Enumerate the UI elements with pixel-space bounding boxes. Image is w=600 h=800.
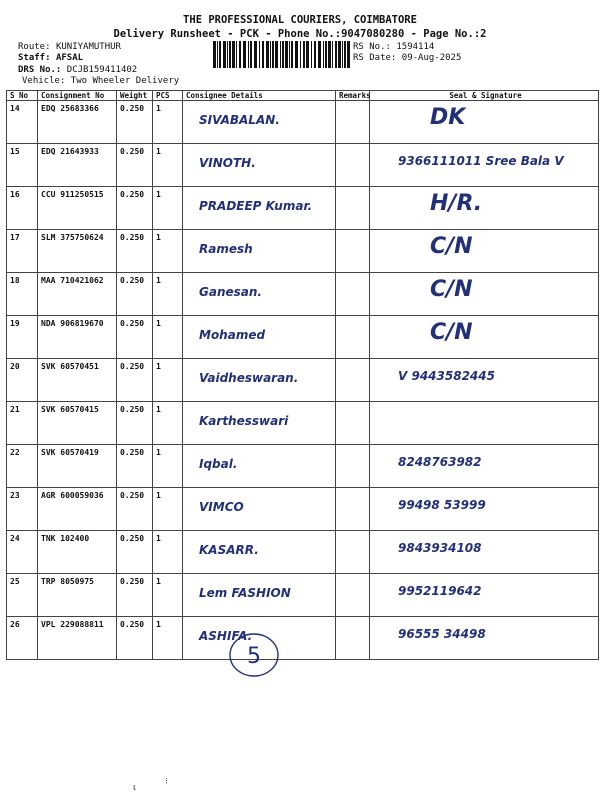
signature-handwritten: 9366111011 Sree Bala V xyxy=(398,154,564,168)
barcode-image xyxy=(213,41,350,68)
signature-handwritten: 96555 34498 xyxy=(398,627,486,641)
route-value: KUNIYAMUTHUR xyxy=(55,42,121,52)
cons-cell: SVK 60570419 xyxy=(38,445,117,488)
barcode-bar xyxy=(325,41,327,68)
table-row xyxy=(7,273,599,316)
sno-cell: 22 xyxy=(7,445,38,488)
weight-cell: 0.250 xyxy=(117,144,153,187)
cons-cell: EDQ 25683366 xyxy=(38,101,117,144)
cons-cell: TRP 8050975 xyxy=(38,574,117,617)
remarks-cell xyxy=(336,187,370,230)
consignee-cell xyxy=(183,402,336,445)
footer-mark-left: ɩ xyxy=(133,783,137,793)
seal-signature-cell xyxy=(370,316,599,359)
consignee-handwritten: Vaidheswaran. xyxy=(199,371,299,385)
cons-cell: EDQ 21643933 xyxy=(38,144,117,187)
weight-cell: 0.250 xyxy=(117,359,153,402)
weight-cell: 0.250 xyxy=(117,316,153,359)
barcode-bar xyxy=(223,41,226,68)
remarks-cell xyxy=(336,617,370,660)
signature-handwritten: 8248763982 xyxy=(398,455,482,469)
cons-cell: AGR 600059036 xyxy=(38,488,117,531)
runsheet-table xyxy=(6,90,599,660)
table-row xyxy=(7,402,599,445)
column-header-1: Consignment No xyxy=(38,91,117,101)
company-title: THE PROFESSIONAL COURIERS, COIMBATORE xyxy=(183,14,417,26)
barcode-bar xyxy=(300,41,301,68)
barcode-bar xyxy=(347,41,350,68)
consignee-cell xyxy=(183,488,336,531)
consignee-cell xyxy=(183,531,336,574)
barcode-bar xyxy=(250,41,252,68)
barcode-bar xyxy=(272,41,274,68)
seal-signature-cell xyxy=(370,101,599,144)
barcode-bar xyxy=(259,41,260,68)
footer-mark-right: ⁝ xyxy=(165,777,168,787)
pcs-cell: 1 xyxy=(153,230,183,273)
seal-signature-cell xyxy=(370,187,599,230)
weight-cell: 0.250 xyxy=(117,445,153,488)
consignee-cell xyxy=(183,316,336,359)
cons-cell: SVK 60570451 xyxy=(38,359,117,402)
pcs-cell: 1 xyxy=(153,574,183,617)
signature-handwritten: V 9443582445 xyxy=(398,369,495,383)
seal-signature-cell xyxy=(370,273,599,316)
barcode-bar xyxy=(227,41,228,68)
vehicle-value: Two Wheeler Delivery xyxy=(70,76,180,86)
signature-handwritten: 99498 53999 xyxy=(398,498,486,512)
consignee-cell xyxy=(183,230,336,273)
sno-cell: 17 xyxy=(7,230,38,273)
seal-signature-cell xyxy=(370,359,599,402)
sno-cell: 19 xyxy=(7,316,38,359)
seal-signature-cell xyxy=(370,574,599,617)
consignee-cell xyxy=(183,445,336,488)
signature-handwritten: 9843934108 xyxy=(398,541,482,555)
remarks-cell xyxy=(336,316,370,359)
seal-signature-cell xyxy=(370,488,599,531)
table-row xyxy=(7,488,599,531)
weight-cell: 0.250 xyxy=(117,101,153,144)
consignee-cell xyxy=(183,574,336,617)
seal-signature-cell xyxy=(370,445,599,488)
barcode-bar xyxy=(318,41,321,68)
weight-cell: 0.250 xyxy=(117,617,153,660)
seal-signature-cell xyxy=(370,531,599,574)
pcs-cell: 1 xyxy=(153,144,183,187)
consignee-handwritten: Mohamed xyxy=(199,328,266,342)
sno-cell: 14 xyxy=(7,101,38,144)
pcs-cell: 1 xyxy=(153,402,183,445)
runsheet-subtitle: Delivery Runsheet - PCK - Phone No.:9047080280 - Page No.:2 xyxy=(113,28,487,40)
column-header-0: S No xyxy=(7,91,38,101)
rs-date-value: 09-Aug-2025 xyxy=(401,53,462,63)
barcode-bar xyxy=(243,41,246,68)
barcode-bar xyxy=(335,41,337,68)
remarks-cell xyxy=(336,101,370,144)
sno-cell: 15 xyxy=(7,144,38,187)
table-row xyxy=(7,187,599,230)
consignee-cell xyxy=(183,273,336,316)
column-header-5: Remarks xyxy=(336,91,370,101)
remarks-cell xyxy=(336,402,370,445)
table-header-row xyxy=(7,91,599,101)
barcode-bar xyxy=(332,41,333,68)
seal-signature-cell xyxy=(370,402,599,445)
column-header-6: Seal & Signature xyxy=(370,91,599,101)
consignee-handwritten: KASARR. xyxy=(199,543,259,557)
column-header-4: Consignee Details xyxy=(183,91,336,101)
table-row xyxy=(7,445,599,488)
barcode-bar xyxy=(338,41,341,68)
sno-cell: 23 xyxy=(7,488,38,531)
sno-cell: 18 xyxy=(7,273,38,316)
signature-handwritten: C/N xyxy=(430,277,473,302)
barcode-bar xyxy=(314,41,316,68)
barcode-bar xyxy=(342,41,343,68)
weight-cell: 0.250 xyxy=(117,402,153,445)
table-row xyxy=(7,574,599,617)
staff-value: AFSAL xyxy=(55,53,84,63)
barcode-bar xyxy=(270,41,271,68)
barcode-bar xyxy=(323,41,324,68)
pcs-cell: 1 xyxy=(153,531,183,574)
cons-cell: CCU 911250515 xyxy=(38,187,117,230)
pcs-cell: 1 xyxy=(153,187,183,230)
barcode-bar xyxy=(219,41,221,68)
weight-cell: 0.250 xyxy=(117,187,153,230)
consignee-cell xyxy=(183,359,336,402)
column-header-2: Weight xyxy=(117,91,153,101)
remarks-cell xyxy=(336,445,370,488)
consignee-handwritten: PRADEEP Kumar. xyxy=(199,199,313,213)
barcode-bar xyxy=(239,41,241,68)
table-row xyxy=(7,617,599,660)
barcode-bar xyxy=(275,41,278,68)
table-body xyxy=(7,101,599,660)
consignee-handwritten: ASHIFA. xyxy=(199,629,253,643)
cons-cell: NDA 906819670 xyxy=(38,316,117,359)
consignee-handwritten: VIMCO xyxy=(199,500,244,514)
sno-cell: 25 xyxy=(7,574,38,617)
column-header-3: PCS xyxy=(153,91,183,101)
remarks-cell xyxy=(336,144,370,187)
barcode-bar xyxy=(232,41,235,68)
signature-handwritten: H/R. xyxy=(430,191,483,216)
barcode-bar xyxy=(344,41,346,68)
sno-cell: 21 xyxy=(7,402,38,445)
weight-cell: 0.250 xyxy=(117,273,153,316)
staff-line: Staff: AFSAL xyxy=(18,53,84,63)
consignee-cell xyxy=(183,144,336,187)
weight-cell: 0.250 xyxy=(117,230,153,273)
barcode-bar xyxy=(266,41,269,68)
consignee-cell xyxy=(183,101,336,144)
seal-signature-cell xyxy=(370,230,599,273)
consignee-handwritten: Iqbal. xyxy=(199,457,238,471)
weight-cell: 0.250 xyxy=(117,531,153,574)
drs-value: DCJB159411402 xyxy=(66,65,138,75)
cons-cell: VPL 229088811 xyxy=(38,617,117,660)
signature-handwritten: 9952119642 xyxy=(398,584,482,598)
pcs-cell: 1 xyxy=(153,359,183,402)
rs-no-value: 1594114 xyxy=(396,42,435,52)
seal-signature-cell xyxy=(370,144,599,187)
cons-cell: SLM 375750624 xyxy=(38,230,117,273)
consignee-handwritten: VINOTH. xyxy=(199,156,256,170)
sno-cell: 16 xyxy=(7,187,38,230)
barcode-bar xyxy=(291,41,293,68)
barcode-bar xyxy=(328,41,331,68)
pcs-cell: 1 xyxy=(153,101,183,144)
barcode-bar xyxy=(254,41,257,68)
barcode-bar xyxy=(262,41,264,68)
table-row xyxy=(7,101,599,144)
barcode-bar xyxy=(236,41,237,68)
remarks-cell xyxy=(336,574,370,617)
drs-line: DRS No.: DCJB159411402 xyxy=(18,65,138,75)
pcs-cell: 1 xyxy=(153,273,183,316)
cons-cell: SVK 60570415 xyxy=(38,402,117,445)
remarks-cell xyxy=(336,488,370,531)
remarks-cell xyxy=(336,273,370,316)
sno-cell: 26 xyxy=(7,617,38,660)
pcs-cell: 1 xyxy=(153,445,183,488)
route-line: Route: KUNIYAMUTHUR xyxy=(18,42,121,52)
sno-cell: 20 xyxy=(7,359,38,402)
total-count: 5 xyxy=(247,644,261,669)
weight-cell: 0.250 xyxy=(117,488,153,531)
barcode-bar xyxy=(295,41,298,68)
pcs-cell: 1 xyxy=(153,316,183,359)
barcode-bar xyxy=(213,41,216,68)
consignee-handwritten: Ramesh xyxy=(199,242,253,256)
table-row xyxy=(7,144,599,187)
barcode-bar xyxy=(306,41,309,68)
barcode-bar xyxy=(229,41,231,68)
table-row xyxy=(7,230,599,273)
barcode-bar xyxy=(303,41,305,68)
weight-cell: 0.250 xyxy=(117,574,153,617)
pcs-cell: 1 xyxy=(153,617,183,660)
barcode-bar xyxy=(285,41,288,68)
remarks-cell xyxy=(336,531,370,574)
cons-cell: TNK 102400 xyxy=(38,531,117,574)
sno-cell: 24 xyxy=(7,531,38,574)
rs-no-line: RS No.: 1594114 xyxy=(353,42,435,52)
barcode-bar xyxy=(311,41,312,68)
barcode-bar xyxy=(289,41,290,68)
consignee-cell xyxy=(183,187,336,230)
table-row xyxy=(7,359,599,402)
remarks-cell xyxy=(336,359,370,402)
signature-handwritten: DK xyxy=(430,105,466,130)
barcode-bar xyxy=(217,41,218,68)
signature-handwritten: C/N xyxy=(430,320,473,345)
vehicle-line: Vehicle: Two Wheeler Delivery xyxy=(22,76,180,86)
table-row xyxy=(7,316,599,359)
table-row xyxy=(7,531,599,574)
total-circle-annotation xyxy=(226,630,282,680)
seal-signature-cell xyxy=(370,617,599,660)
cons-cell: MAA 710421062 xyxy=(38,273,117,316)
barcode-bar xyxy=(282,41,284,68)
barcode-bar xyxy=(280,41,281,68)
consignee-handwritten: Ganesan. xyxy=(199,285,262,299)
remarks-cell xyxy=(336,230,370,273)
signature-handwritten: C/N xyxy=(430,234,473,259)
consignee-handwritten: Karthesswari xyxy=(199,414,289,428)
rs-date-line: RS Date: 09-Aug-2025 xyxy=(353,53,462,63)
consignee-handwritten: SIVABALAN. xyxy=(199,113,280,127)
pcs-cell: 1 xyxy=(153,488,183,531)
barcode-bar xyxy=(248,41,249,68)
consignee-handwritten: Lem FASHION xyxy=(199,586,291,600)
